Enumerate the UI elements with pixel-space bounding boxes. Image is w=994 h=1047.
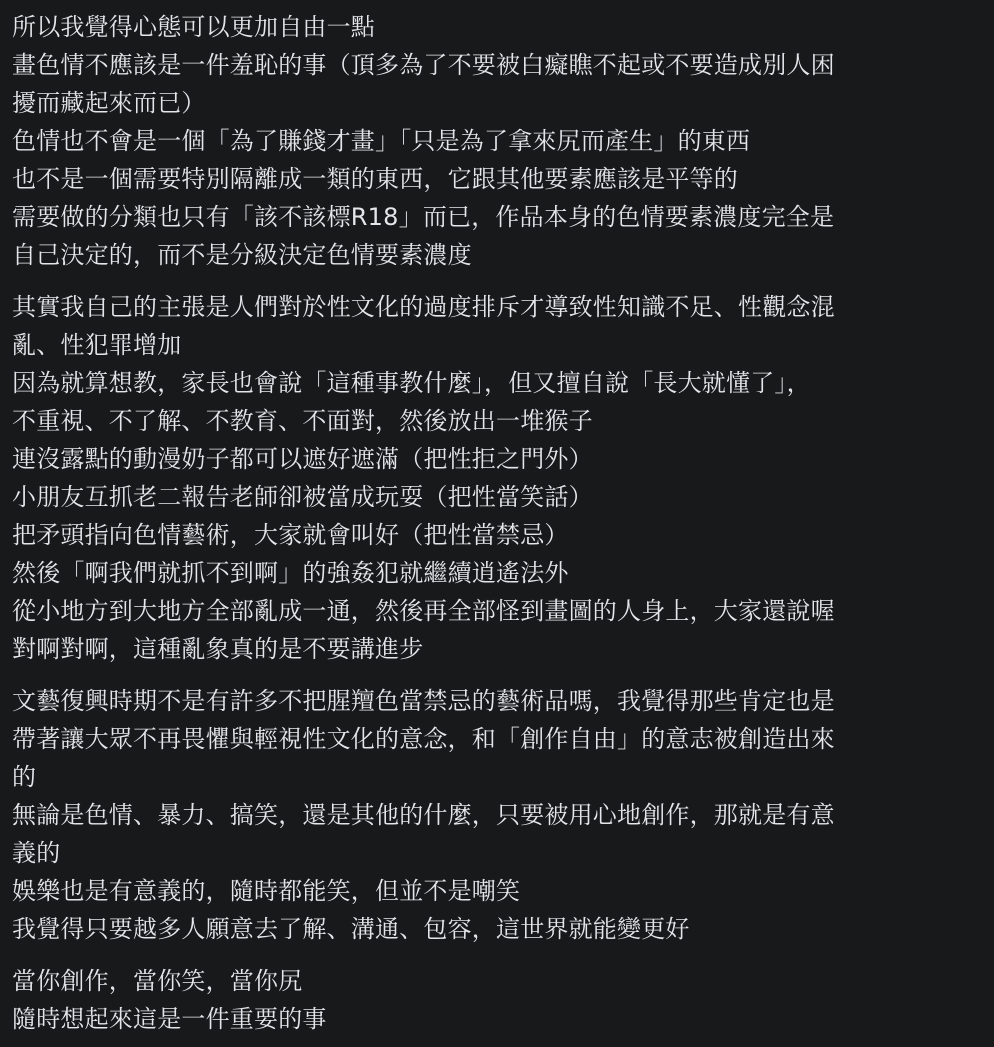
text-line: 其實我自己的主張是人們對於性文化的過度排斥才導致性知識不足、性觀念混 xyxy=(12,293,835,321)
text-line: 因為就算想教，家長也會說「這種事教什麼」，但又擅自說「長大就懂了」， xyxy=(12,369,811,397)
text-line: 連沒露點的動漫奶子都可以遮好遮滿（把性拒之門外） xyxy=(12,445,593,473)
paragraph-1 xyxy=(12,8,984,274)
text-line: 對啊對啊，這種亂象真的是不要講進步 xyxy=(12,635,424,663)
text-line: 當你創作，當你笑，當你尻 xyxy=(12,967,303,995)
text-line: 自己決定的，而不是分級決定色情要素濃度 xyxy=(12,241,472,269)
text-line: 需要做的分類也只有「該不該標R18」而已，作品本身的色情要素濃度完全是 xyxy=(12,203,835,231)
text-line: 畫色情不應該是一件羞恥的事（頂多為了不要被白癡瞧不起或不要造成別人困 xyxy=(12,51,835,79)
text-line: 所以我覺得心態可以更加自由一點 xyxy=(12,13,375,41)
text-line: 義的 xyxy=(12,839,61,867)
text-line: 小朋友互抓老二報告老師卻被當成玩耍（把性當笑話） xyxy=(12,483,593,511)
paragraph-3 xyxy=(12,682,984,948)
text-line: 我覺得只要越多人願意去了解、溝通、包容，這世界就能變更好 xyxy=(12,915,690,943)
text-line: 不重視、不了解、不教育、不面對，然後放出一堆猴子 xyxy=(12,407,593,435)
paragraph-2 xyxy=(12,288,984,668)
text-line: 然後「啊我們就抓不到啊」的強姦犯就繼續逍遙法外 xyxy=(12,559,569,587)
text-line: 把矛頭指向色情藝術，大家就會叫好（把性當禁忌） xyxy=(12,521,569,549)
text-line: 的 xyxy=(12,763,37,791)
text-line: 色情也不會是一個「為了賺錢才畫」「只是為了拿來尻而產生」的東西 xyxy=(12,127,751,155)
text-line: 隨時想起來這是一件重要的事 xyxy=(12,1005,327,1033)
text-line: 亂、性犯罪增加 xyxy=(12,331,182,359)
text-line: 文藝復興時期不是有許多不把腥羶色當禁忌的藝術品嗎，我覺得那些肯定也是 xyxy=(12,687,835,715)
text-line: 帶著讓大眾不再畏懼與輕視性文化的意念，和「創作自由」的意志被創造出來 xyxy=(12,725,835,753)
text-line: 擾而藏起來而已） xyxy=(12,89,206,117)
paragraph-4 xyxy=(12,962,984,1038)
text-line: 也不是一個需要特別隔離成一類的東西，它跟其他要素應該是平等的 xyxy=(12,165,738,193)
text-line: 從小地方到大地方全部亂成一通，然後再全部怪到畫圖的人身上，大家還說喔 xyxy=(12,597,835,625)
text-line: 娛樂也是有意義的，隨時都能笑，但並不是嘲笑 xyxy=(12,877,521,905)
text-line: 無論是色情、暴力、搞笑，還是其他的什麼，只要被用心地創作，那就是有意 xyxy=(12,801,835,829)
